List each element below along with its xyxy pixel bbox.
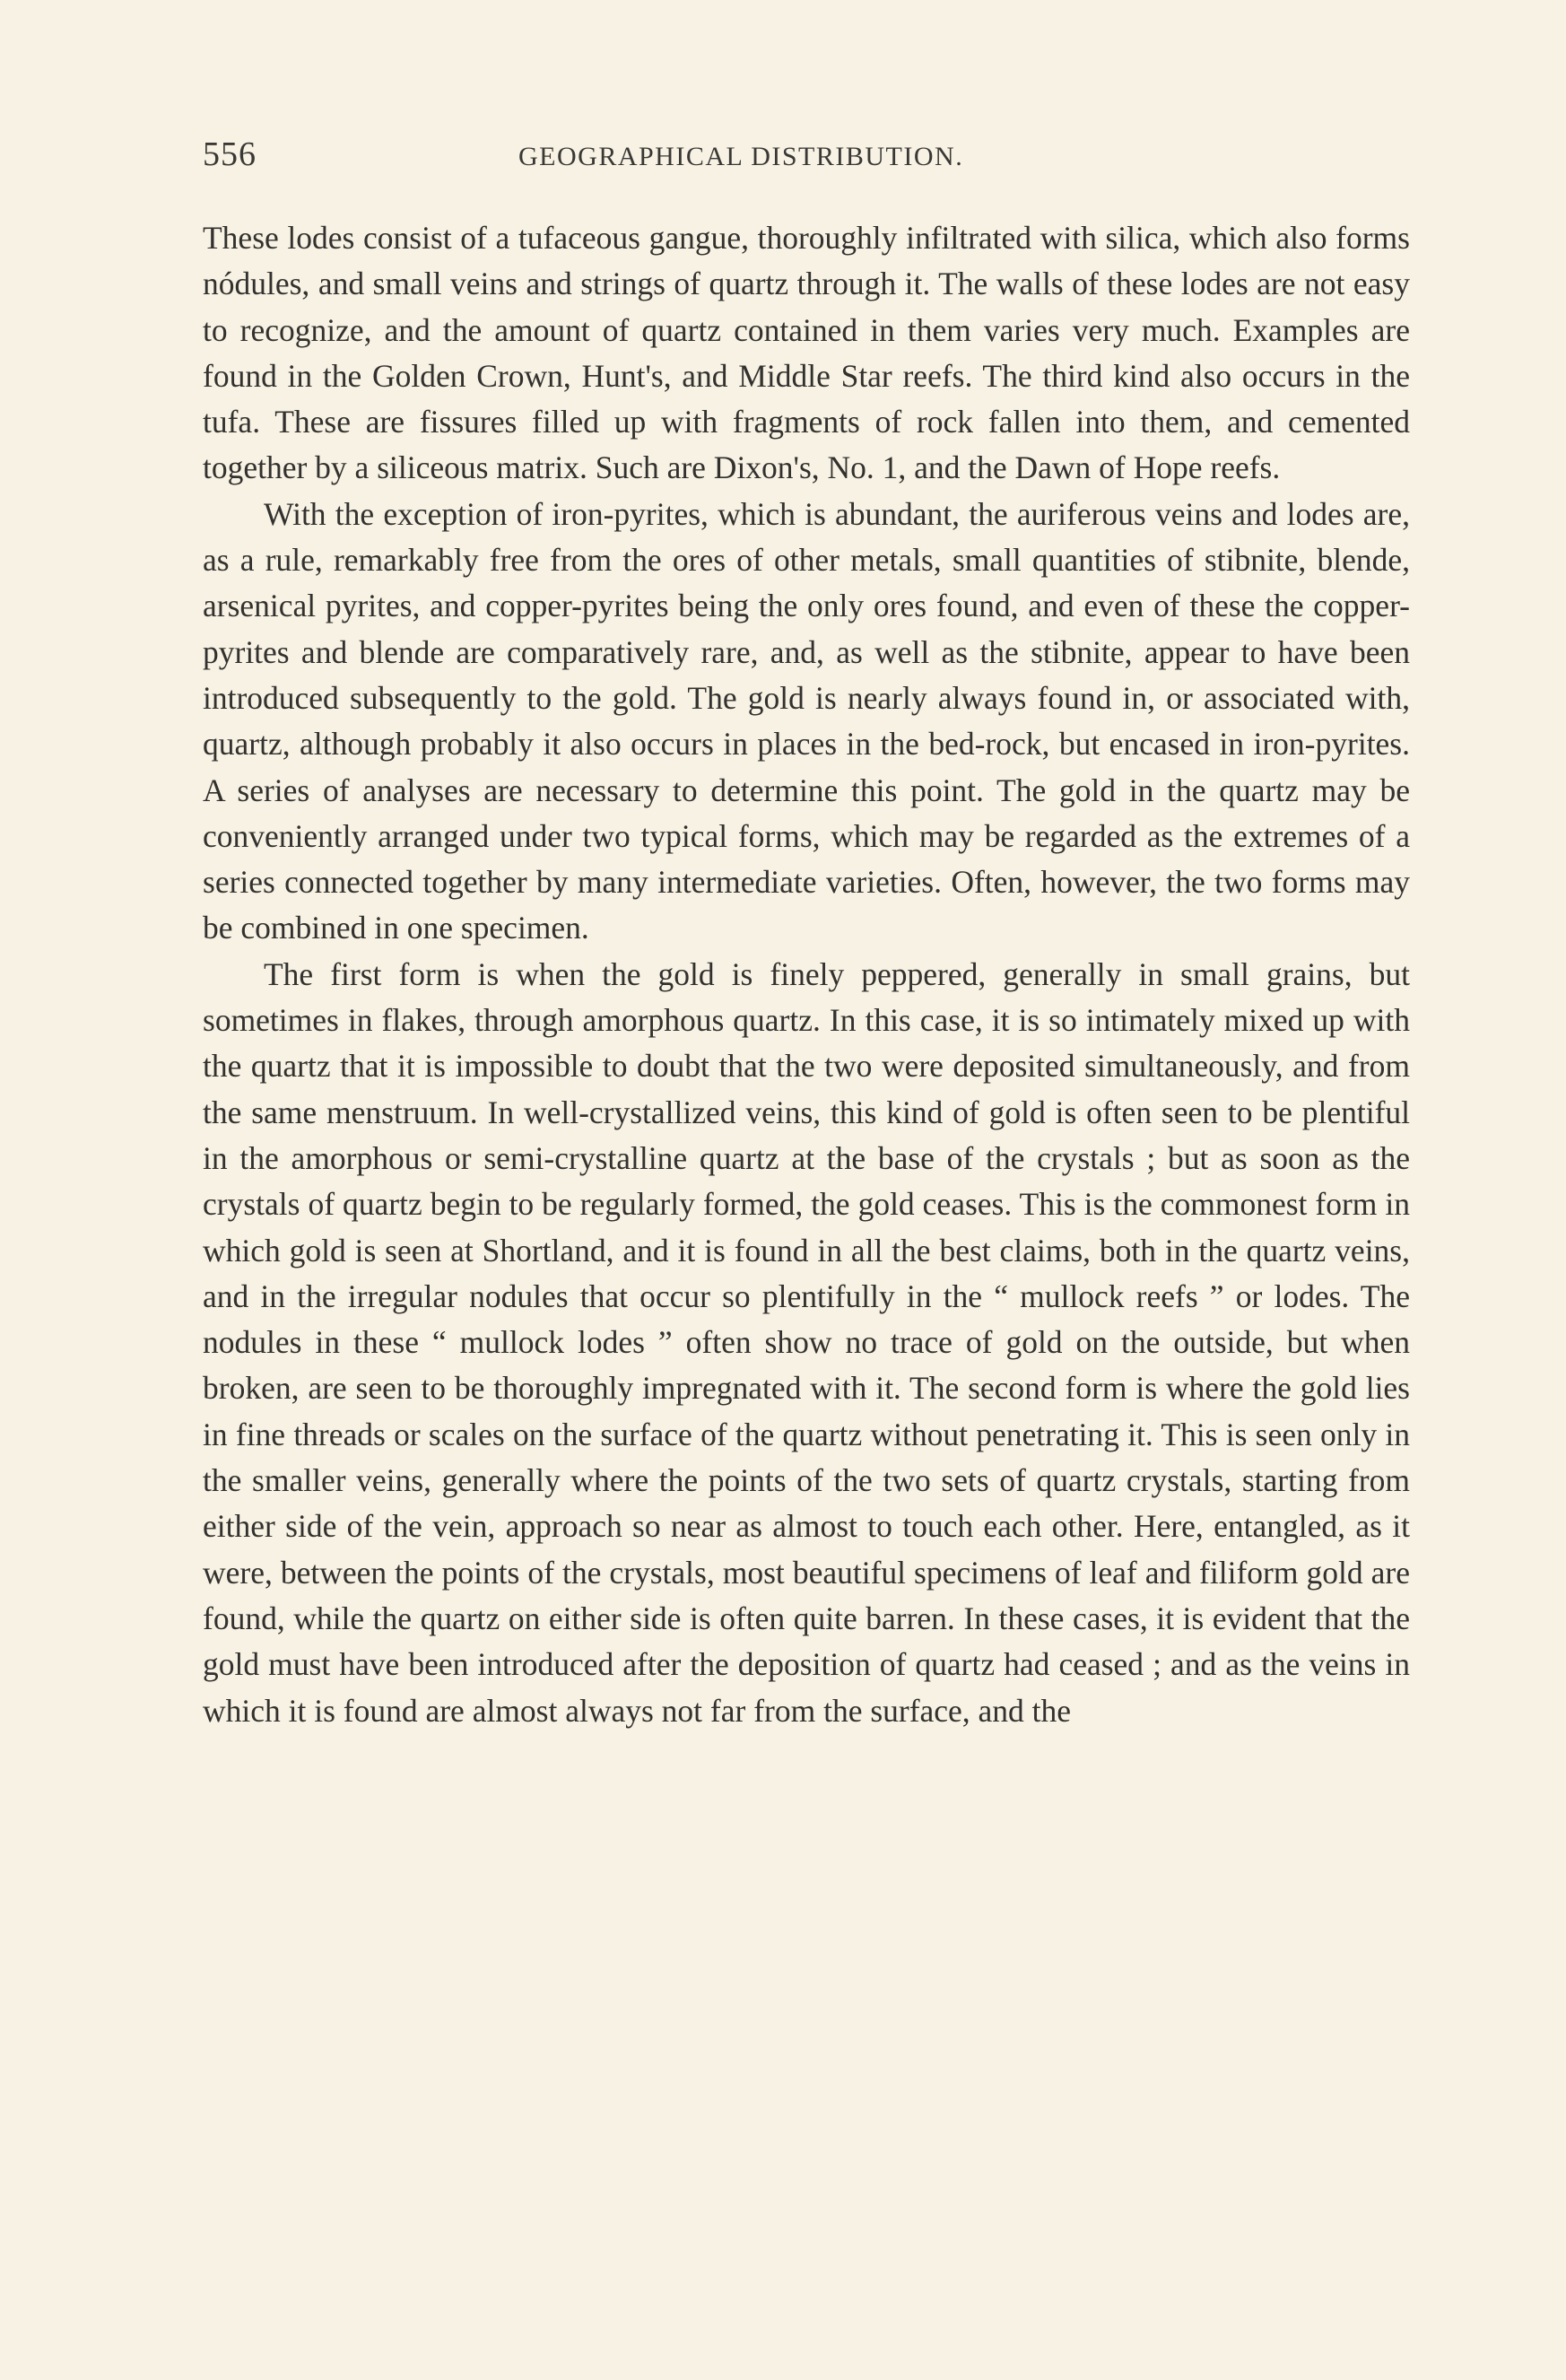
body-text: [203, 215, 1410, 1734]
running-title: GEOGRAPHICAL DISTRIBUTION.: [518, 142, 964, 171]
paragraph-gold-forms: The first form is when the gold is finely peppered, generally in small grains, but sometimes in flakes, through amorphous quartz. In this case, it is so intimately mixed up with the quartz that it is impossible to doubt that the two were deposited simultaneously, and from the same menstruum. In well-crystallized veins, this kind of gold is often seen to be plentiful in the amorphous or semi-crystalline quartz at the base of the crystals ; but as soon as the crystals of quartz begin to be regularly formed, the gold ceases. This is the commonest form in which gold is seen at Shortland, and it is found in all the best claims, both in the quartz veins, and in the irregular nodules that occur so plentifully in the “ mullock reefs ” or lodes. The nodules in these “ mullock lodes ” often show no trace of gold on the outside, but when broken, are seen to be thoroughly impregnated with it. The second form is where the gold lies in fine threads or scales on the surface of the quartz without penetrating it. This is seen only in the smaller veins, generally where the points of the two sets of quartz crystals, starting from either side of the vein, approach so near as almost to touch each other. Here, entangled, as it were, between the points of the crystals, most beautiful specimens of leaf and filiform gold are found, while the quartz on either side is often quite barren. In these cases, it is evident that the gold must have been introduced after the deposition of quartz had ceased ; and as the veins in which it is found are almost always not far from the surface, and the: [203, 955, 1410, 1729]
page-number: 556: [203, 135, 257, 173]
paragraph-lodes: These lodes consist of a tufaceous gangue, thoroughly infiltrated with silica, which also forms nódules, and small veins and strings of quartz through it. The walls of these lodes are not easy to recognize, and the amount of quartz contained in them varies very much. Examples are found in the Golden Crown, Hunt's, and Middle Star reefs. The third kind also occurs in the tufa. These are fissures filled up with fragments of rock fallen into them, and cemented together by a siliceous matrix. Such are Dixon's, No. 1, and the Dawn of Hope reefs.: [203, 220, 1410, 486]
page-header: [203, 135, 1412, 188]
paragraph-iron-pyrites: With the exception of iron-pyrites, which is abundant, the auriferous veins and lodes are, as a rule, remarkably free from the ores of other metals, small quantities of stibnite, blende, arsenical pyrites, and copper-pyrites being the only ores found, and even of these the copper-pyrites and blende are comparatively rare, and, as well as the stibnite, appear to have been introduced subsequently to the gold. The gold is nearly always found in, or associated with, quartz, although probably it also occurs in places in the bed-rock, but encased in iron-pyrites. A series of analyses are necessary to determine this point. The gold in the quartz may be conveniently arranged under two typical forms, which may be regarded as the extremes of a series connected together by many intermediate varieties. Often, however, the two forms may be combined in one specimen.: [203, 495, 1410, 946]
